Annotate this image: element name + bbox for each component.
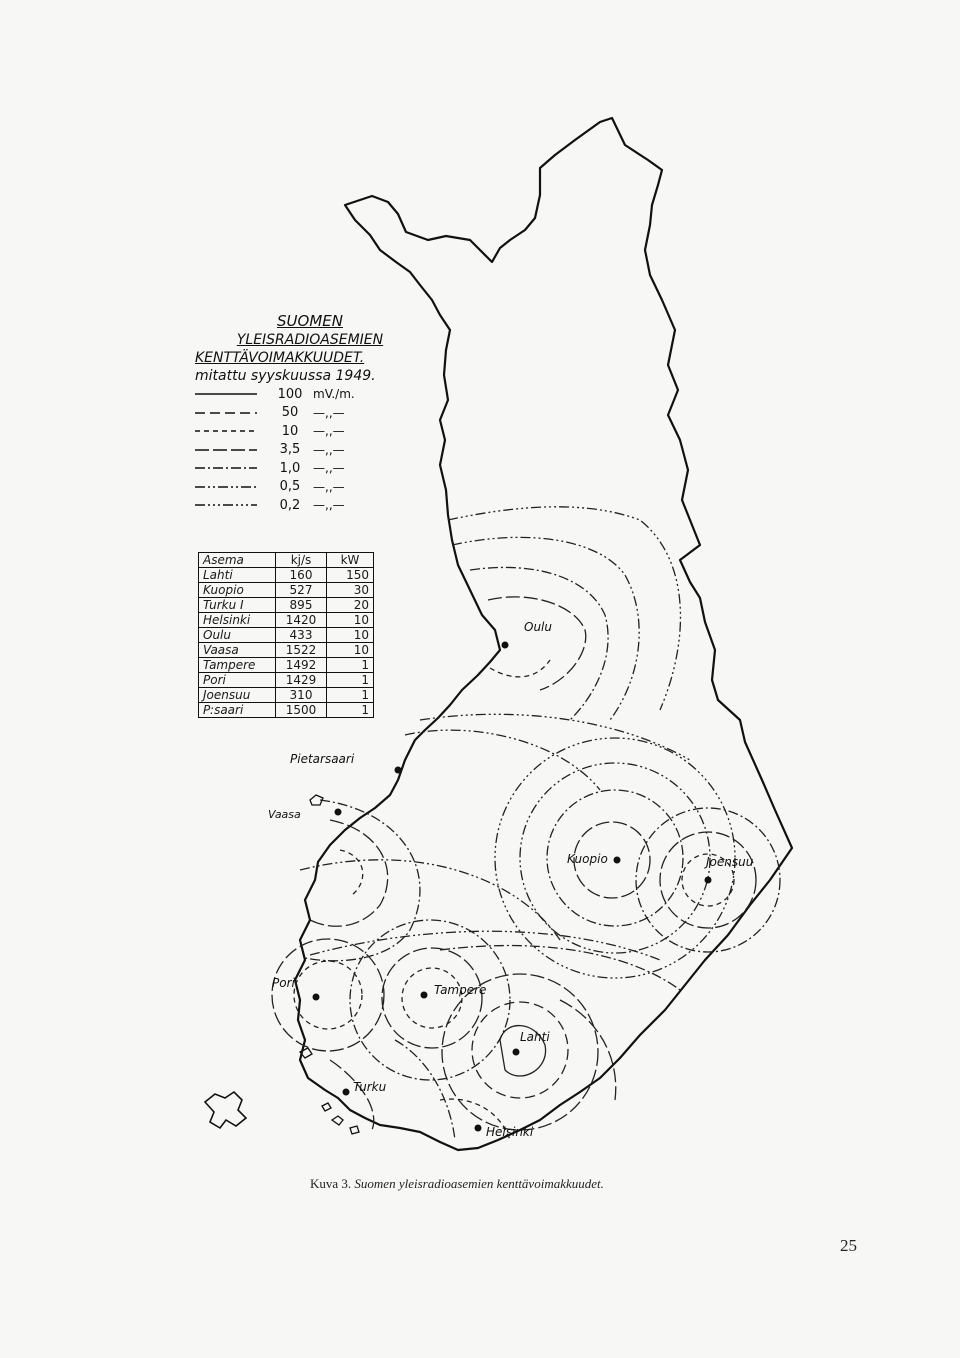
legend-line-row — [195, 496, 425, 515]
legend-line-sample — [195, 389, 257, 399]
label-joensuu: Joensuu — [706, 855, 754, 869]
legend-line-row — [195, 422, 425, 441]
legend-line-sample — [195, 445, 257, 455]
station-name-cell: Vaasa — [199, 643, 276, 658]
station-name-cell: Turku I — [199, 598, 276, 613]
legend-unit: —,,— — [313, 442, 345, 457]
label-tampere: Tampere — [434, 983, 487, 997]
legend-value: 50 — [281, 405, 299, 421]
caption-prefix: Kuva 3. — [310, 1176, 352, 1191]
frequency-cell: 1522 — [276, 643, 327, 658]
joensuu-marker — [705, 877, 712, 884]
pori-marker — [313, 994, 320, 1001]
power-cell: 1 — [327, 688, 374, 703]
frequency-cell: 160 — [276, 568, 327, 583]
legend-line-row — [195, 478, 425, 497]
power-cell: 30 — [327, 583, 374, 598]
pietarsaari-marker — [395, 767, 402, 774]
legend-title-2: YLEISRADIOASEMIEN — [236, 332, 384, 348]
table-row — [199, 598, 374, 613]
label-lahti: Lahti — [520, 1030, 550, 1044]
lahti-marker — [513, 1049, 520, 1056]
frequency-cell: 310 — [276, 688, 327, 703]
frequency-cell: 1492 — [276, 658, 327, 673]
frequency-cell: 1420 — [276, 613, 327, 628]
label-turku: Turku — [353, 1080, 387, 1094]
label-kuopio: Kuopio — [567, 852, 608, 866]
frequency-cell: 1429 — [276, 673, 327, 688]
power-cell: 150 — [327, 568, 374, 583]
legend-unit: —,,— — [313, 405, 345, 420]
legend-line-sample — [195, 500, 257, 510]
frequency-cell: 433 — [276, 628, 327, 643]
legend-unit: —,,— — [313, 479, 345, 494]
legend-lines — [195, 385, 425, 515]
page-number: 25 — [840, 1236, 857, 1255]
legend-line-sample — [195, 463, 257, 473]
table-row — [199, 658, 374, 673]
station-name-cell: Oulu — [199, 628, 276, 643]
legend-title-3: KENTTÄVOIMAKKUUDET. — [195, 350, 365, 366]
power-cell: 20 — [327, 598, 374, 613]
label-helsinki: Helsinki — [486, 1125, 534, 1139]
legend-unit: mV./m. — [313, 387, 355, 402]
map-legend — [195, 312, 425, 515]
station-table — [198, 552, 374, 718]
legend-line-sample — [195, 482, 257, 492]
legend-line-row — [195, 441, 425, 460]
col-header-station: Asema — [199, 553, 276, 568]
isolines-west — [300, 714, 690, 961]
vaasa-marker — [335, 809, 342, 816]
power-cell: 1 — [327, 703, 374, 718]
legend-value: 3,5 — [279, 442, 301, 458]
legend-unit: —,,— — [313, 498, 345, 513]
figure-caption — [310, 1176, 604, 1192]
table-row — [199, 703, 374, 718]
label-pori: Pori — [272, 976, 295, 990]
station-name-cell: Tampere — [199, 658, 276, 673]
legend-value: 0,5 — [279, 479, 301, 495]
station-name-cell: Joensuu — [199, 688, 276, 703]
power-cell: 1 — [327, 673, 374, 688]
legend-value: 0,2 — [279, 497, 301, 513]
table-row — [199, 583, 374, 598]
legend-title-1: SUOMEN — [277, 312, 343, 330]
station-name-cell: Helsinki — [199, 613, 276, 628]
col-header-power: kW — [327, 553, 374, 568]
legend-unit: —,,— — [313, 424, 345, 439]
table-header-row — [199, 553, 374, 568]
power-cell: 10 — [327, 643, 374, 658]
kuopio-marker — [614, 857, 621, 864]
label-oulu: Oulu — [524, 620, 552, 634]
table-row — [199, 688, 374, 703]
tampere-marker — [421, 992, 428, 999]
caption-text: Suomen yleisradioasemien kenttävoimakkuudet. — [354, 1176, 604, 1191]
table-row — [199, 613, 374, 628]
legend-unit: —,,— — [313, 461, 345, 476]
isolines-oulu — [448, 507, 680, 720]
label-vaasa: Vaasa — [268, 808, 301, 821]
frequency-cell: 1500 — [276, 703, 327, 718]
oulu-marker — [502, 642, 509, 649]
legend-line-row — [195, 459, 425, 478]
power-cell: 10 — [327, 613, 374, 628]
table-row — [199, 568, 374, 583]
legend-line-sample — [195, 408, 257, 418]
power-cell: 10 — [327, 628, 374, 643]
legend-line-sample — [195, 426, 257, 436]
station-name-cell: Lahti — [199, 568, 276, 583]
table-row — [199, 673, 374, 688]
table-row — [199, 628, 374, 643]
station-name-cell: Pori — [199, 673, 276, 688]
legend-line-row — [195, 385, 425, 404]
label-pietarsaari: Pietarsaari — [290, 752, 355, 766]
legend-line-row — [195, 404, 425, 423]
frequency-cell: 895 — [276, 598, 327, 613]
power-cell: 1 — [327, 658, 374, 673]
station-name-cell: P:saari — [199, 703, 276, 718]
station-name-cell: Kuopio — [199, 583, 276, 598]
table-row — [199, 643, 374, 658]
helsinki-marker — [475, 1125, 482, 1132]
legend-value: 1,0 — [279, 460, 301, 476]
legend-value: 10 — [281, 423, 299, 439]
legend-value: 100 — [277, 386, 303, 402]
turku-marker — [343, 1089, 350, 1096]
legend-subtitle: mitattu syyskuussa 1949. — [195, 368, 376, 384]
frequency-cell: 527 — [276, 583, 327, 598]
col-header-frequency: kj/s — [276, 553, 327, 568]
aland-islands — [205, 1092, 246, 1128]
